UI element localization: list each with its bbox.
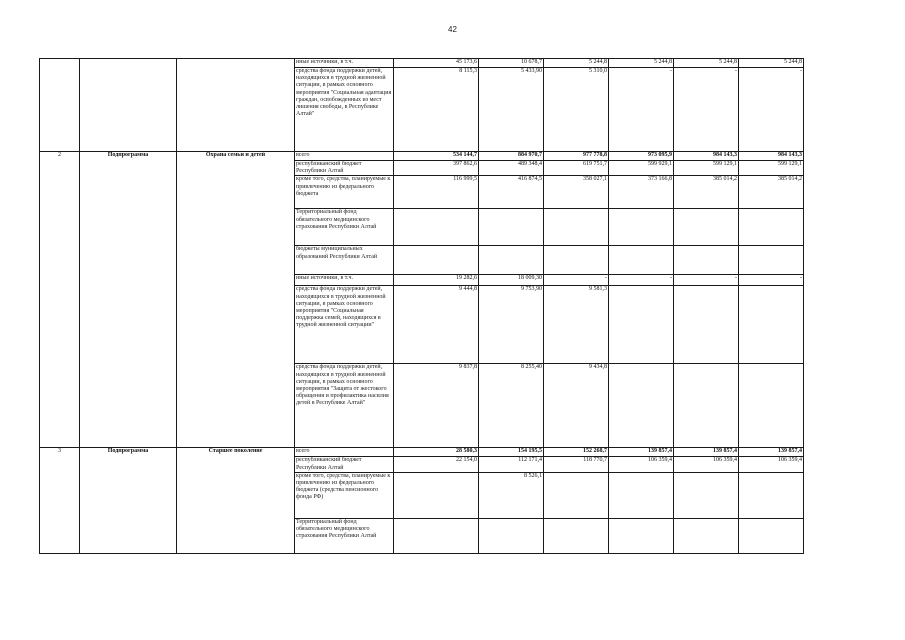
- value-cell-1: 534 144,7: [394, 152, 479, 161]
- value-cell-5: [674, 246, 739, 275]
- funding-source: Территориальный фонд обязательного медицинского страхования Республики Алтай: [295, 518, 394, 553]
- value-cell-1: [394, 209, 479, 246]
- value-cell-4: 973 095,9: [609, 152, 674, 161]
- value-cell-4: -: [609, 275, 674, 286]
- value-cell-5: [674, 472, 739, 518]
- value-cell-3: 358 027,1: [544, 176, 609, 209]
- value-cell-4: [609, 472, 674, 518]
- value-cell-3: [544, 518, 609, 553]
- table-row: [40, 152, 804, 161]
- value-cell-5: 599 129,1: [674, 161, 739, 176]
- value-cell-3: [544, 472, 609, 518]
- value-cell-1: [394, 472, 479, 518]
- value-cell-5: 984 143,3: [674, 152, 739, 161]
- table-row: [40, 448, 804, 457]
- value-cell-2: 112 171,4: [479, 457, 544, 472]
- table-row: [40, 59, 804, 68]
- value-cell-5: [674, 209, 739, 246]
- funding-source: кроме того, средства, планируемые к привлечению из федерального бюджета: [295, 176, 394, 209]
- value-cell-6: -: [739, 68, 804, 152]
- value-cell-1: 397 862,6: [394, 161, 479, 176]
- value-cell-1: 28 580,3: [394, 448, 479, 457]
- program-name: Старшее поколение: [177, 448, 295, 553]
- funding-source: иные источники, в т.ч.: [295, 275, 394, 286]
- value-cell-2: 416 874,5: [479, 176, 544, 209]
- value-cell-2: [479, 518, 544, 553]
- funding-source: средства фонда поддержки детей, находящихся в трудной жизненной ситуации, в рамках основного мероприятия "Защита от жестокого обращения и профилактика насилия детей в Республике Алтай": [295, 364, 394, 448]
- value-cell-3: 9 581,3: [544, 286, 609, 364]
- value-cell-1: [394, 246, 479, 275]
- value-cell-4: 106 359,4: [609, 457, 674, 472]
- program-name: Охрана семьи и детей: [177, 152, 295, 448]
- value-cell-6: [739, 286, 804, 364]
- value-cell-4: 599 929,1: [609, 161, 674, 176]
- value-cell-4: [609, 364, 674, 448]
- page-number: 42: [448, 25, 457, 34]
- value-cell-6: 599 129,1: [739, 161, 804, 176]
- value-cell-6: -: [739, 275, 804, 286]
- value-cell-5: 106 359,4: [674, 457, 739, 472]
- funding-source: кроме того, средства, планируемые к привлечению из федерального бюджета (средства пенсионного фонда РФ): [295, 472, 394, 518]
- value-cell-2: [479, 209, 544, 246]
- value-cell-5: 385 014,2: [674, 176, 739, 209]
- funding-source: бюджеты муниципальных образований Республики Алтай: [295, 246, 394, 275]
- funding-source: республиканский бюджет Республики Алтай: [295, 457, 394, 472]
- row-kind-cell: [80, 59, 177, 152]
- budget-table: [39, 58, 804, 554]
- value-cell-1: 45 173,6: [394, 59, 479, 68]
- value-cell-6: [739, 472, 804, 518]
- funding-source: средства фонда поддержки детей, находящихся в трудной жизненной ситуации, в рамках основного мероприятия "Социальная адаптация граждан, освобожденных из мест лишения свободы, в Республике Алтай": [295, 68, 394, 152]
- value-cell-5: [674, 286, 739, 364]
- value-cell-6: 385 014,2: [739, 176, 804, 209]
- value-cell-2: 154 195,5: [479, 448, 544, 457]
- value-cell-3: 118 770,7: [544, 457, 609, 472]
- value-cell-3: 977 778,8: [544, 152, 609, 161]
- value-cell-2: 884 970,7: [479, 152, 544, 161]
- value-cell-4: 139 857,4: [609, 448, 674, 457]
- value-cell-3: 9 434,8: [544, 364, 609, 448]
- value-cell-6: 984 143,3: [739, 152, 804, 161]
- value-cell-4: [609, 518, 674, 553]
- value-cell-4: [609, 246, 674, 275]
- value-cell-2: 489 348,4: [479, 161, 544, 176]
- value-cell-5: [674, 364, 739, 448]
- value-cell-6: [739, 209, 804, 246]
- value-cell-2: 8 255,40: [479, 364, 544, 448]
- value-cell-3: 5 310,0: [544, 68, 609, 152]
- value-cell-5: 139 857,4: [674, 448, 739, 457]
- funding-source: всего: [295, 448, 394, 457]
- value-cell-5: [674, 518, 739, 553]
- value-cell-4: [609, 286, 674, 364]
- value-cell-3: 152 268,7: [544, 448, 609, 457]
- value-cell-6: 106 359,4: [739, 457, 804, 472]
- value-cell-3: -: [544, 275, 609, 286]
- row-name-cell: [177, 59, 295, 152]
- value-cell-4: -: [609, 68, 674, 152]
- value-cell-2: 10 678,7: [479, 59, 544, 68]
- value-cell-3: [544, 246, 609, 275]
- funding-source: республиканский бюджет Республики Алтай: [295, 161, 394, 176]
- value-cell-1: 116 999,5: [394, 176, 479, 209]
- value-cell-1: 19 282,6: [394, 275, 479, 286]
- funding-source: Территориальный фонд обязательного медицинского страхования Республики Алтай: [295, 209, 394, 246]
- value-cell-1: 9 837,8: [394, 364, 479, 448]
- value-cell-5: -: [674, 275, 739, 286]
- value-cell-4: 5 244,8: [609, 59, 674, 68]
- funding-source: всего: [295, 152, 394, 161]
- value-cell-3: [544, 209, 609, 246]
- value-cell-6: [739, 518, 804, 553]
- value-cell-5: 5 244,8: [674, 59, 739, 68]
- value-cell-1: [394, 518, 479, 553]
- value-cell-1: 8 115,3: [394, 68, 479, 152]
- value-cell-6: [739, 246, 804, 275]
- funding-source: иные источники, в т.ч.: [295, 59, 394, 68]
- program-number: 3: [40, 448, 80, 553]
- value-cell-3: 5 244,8: [544, 59, 609, 68]
- value-cell-5: -: [674, 68, 739, 152]
- value-cell-6: [739, 364, 804, 448]
- value-cell-1: 22 154,0: [394, 457, 479, 472]
- row-number-cell: [40, 59, 80, 152]
- funding-source: средства фонда поддержки детей, находящихся в трудной жизненной ситуации, в рамках основного мероприятия "Социальная поддержка семей, находящихся в трудной жизненной ситуации": [295, 286, 394, 364]
- value-cell-6: 139 857,4: [739, 448, 804, 457]
- value-cell-2: 18 009,30: [479, 275, 544, 286]
- value-cell-2: 8 526,1: [479, 472, 544, 518]
- value-cell-6: 5 244,8: [739, 59, 804, 68]
- value-cell-4: [609, 209, 674, 246]
- value-cell-3: 619 751,7: [544, 161, 609, 176]
- value-cell-4: 373 166,8: [609, 176, 674, 209]
- value-cell-2: 9 753,90: [479, 286, 544, 364]
- value-cell-2: [479, 246, 544, 275]
- program-kind: Подпрограмма: [80, 448, 177, 553]
- program-kind: Подпрограмма: [80, 152, 177, 448]
- program-number: 2: [40, 152, 80, 448]
- value-cell-2: 5 433,90: [479, 68, 544, 152]
- value-cell-1: 9 444,8: [394, 286, 479, 364]
